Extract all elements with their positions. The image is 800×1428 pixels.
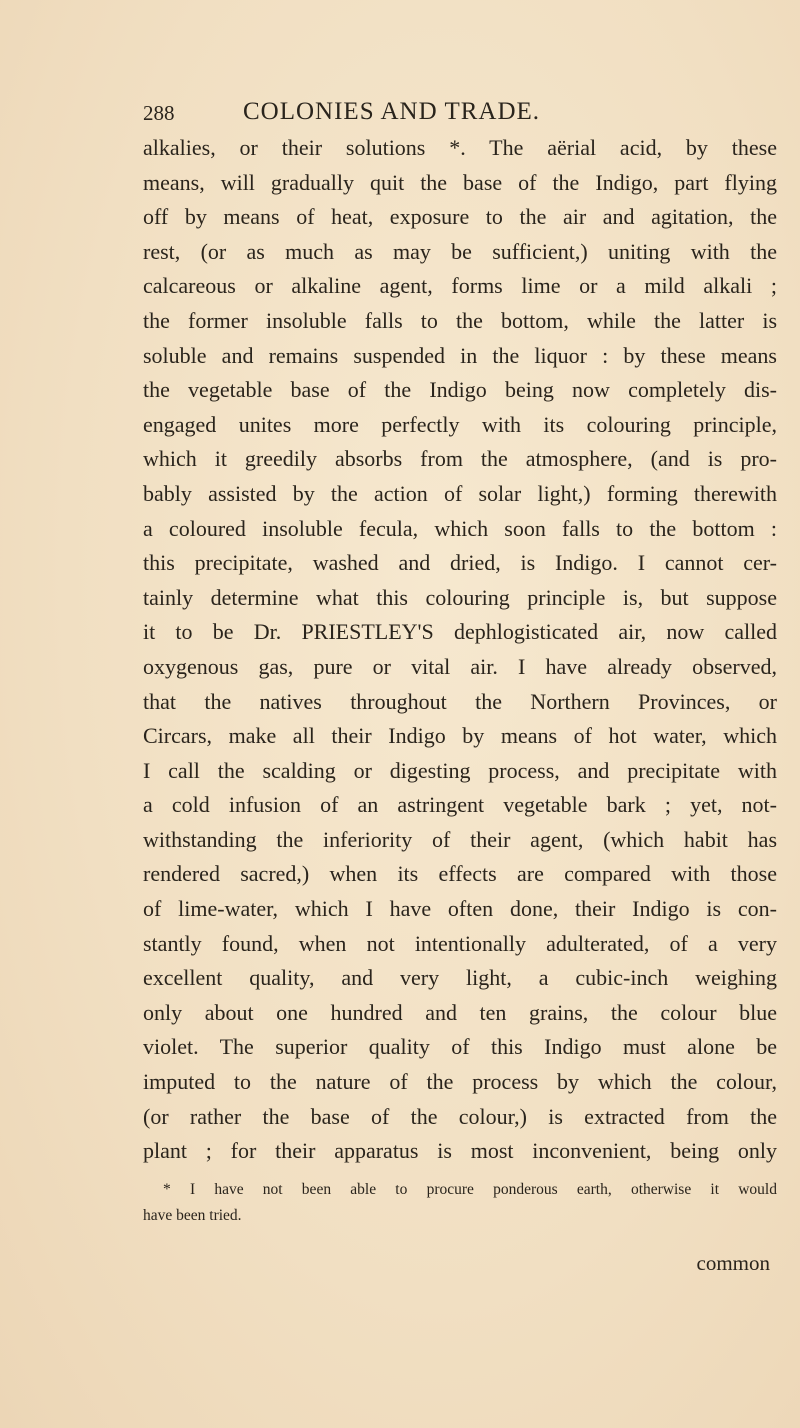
running-title: COLONIES AND TRADE. (243, 98, 541, 125)
text-line: a coloured insoluble fecula, which soon falls to the bottom : (143, 515, 777, 541)
text-line: rest, (or as much as may be sufficient,) uniting with the (143, 238, 777, 264)
text-line: off by means of heat, exposure to the air and agitation, the (143, 204, 777, 230)
text-line: bably assisted by the action of solar light,) forming therewith (143, 480, 777, 506)
text-line: alkalies, or their solutions *. The aërial acid, by these (143, 135, 777, 160)
text-line: oxygenous gas, pure or vital air. I have already observed, (143, 653, 777, 679)
page-header (143, 100, 775, 130)
text-line: soluble and remains suspended in the liquor : by these means (143, 342, 777, 368)
text-line: Circars, make all their Indigo by means of hot water, which (143, 723, 777, 749)
text-line: this precipitate, washed and dried, is Indigo. I cannot cer- (143, 550, 777, 576)
text-line: which it greedily absorbs from the atmosphere, (and is pro- (143, 446, 777, 472)
text-line: of lime-water, which I have often done, their Indigo is con- (143, 896, 777, 922)
text-line: I call the scalding or digesting process, and precipitate with (143, 757, 777, 783)
text-line: the former insoluble falls to the bottom, while the latter is (143, 307, 777, 333)
footnote-line: have been tried. (143, 1207, 242, 1224)
text-line: the vegetable base of the Indigo being now completely dis- (143, 377, 777, 403)
text-line: violet. The superior quality of this Indigo must alone be (143, 1034, 777, 1060)
page-number: 288 (143, 101, 175, 125)
text-line: imputed to the nature of the process by which the colour, (143, 1069, 777, 1095)
catchword: common (696, 1251, 770, 1275)
text-line: means, will gradually quit the base of the Indigo, part flying (143, 169, 777, 195)
body-text (143, 131, 777, 1169)
footnote (143, 1177, 777, 1229)
text-line: a cold infusion of an astringent vegetable bark ; yet, not- (143, 792, 777, 818)
footnote-line: * I have not been able to procure ponderous earth, otherwise it would (163, 1181, 777, 1198)
text-line: plant ; for their apparatus is most inconvenient, being only (143, 1138, 777, 1164)
text-line: only about one hundred and ten grains, the colour blue (143, 999, 777, 1025)
text-line: withstanding the inferiority of their agent, (which habit has (143, 826, 777, 852)
text-line: rendered sacred,) when its effects are compared with those (143, 861, 777, 887)
text-line: it to be Dr. PRIESTLEY'S dephlogisticated air, now called (143, 619, 777, 645)
text-line: engaged unites more perfectly with its colouring principle, (143, 411, 777, 437)
text-line: calcareous or alkaline agent, forms lime or a mild alkali ; (143, 273, 777, 299)
text-line: that the natives throughout the Northern Provinces, or (143, 688, 777, 714)
text-line: excellent quality, and very light, a cubic-inch weighing (143, 965, 777, 991)
text-line: tainly determine what this colouring principle is, but suppose (143, 584, 777, 610)
text-line: (or rather the base of the colour,) is extracted from the (143, 1103, 777, 1129)
text-line: stantly found, when not intentionally adulterated, of a very (143, 930, 777, 956)
